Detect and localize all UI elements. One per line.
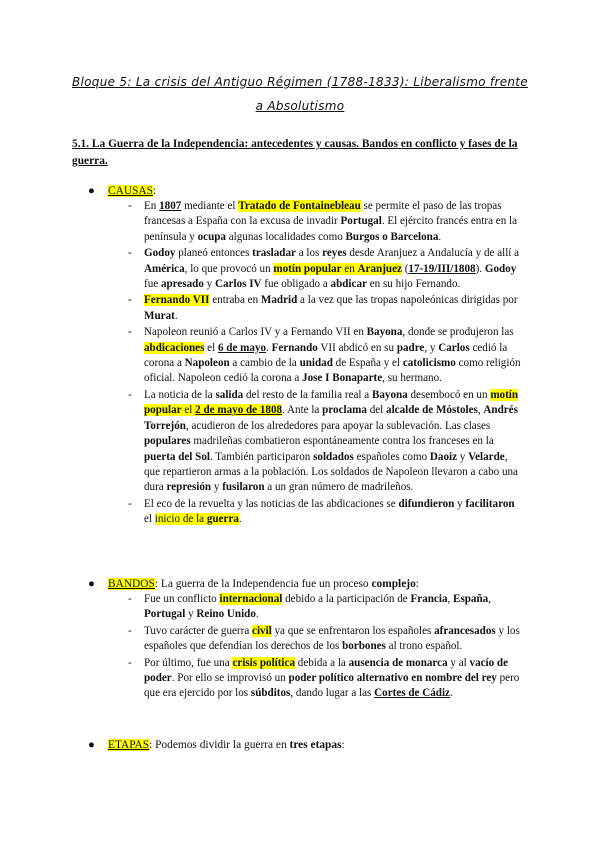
text-run: . Ante la — [282, 404, 323, 417]
text-run: . — [449, 687, 453, 700]
text-run: motín popular — [144, 388, 519, 417]
text-run: Godoy — [144, 247, 176, 260]
text-run: Fue un conflicto — [144, 593, 220, 605]
text-run: planeó entonces — [175, 247, 253, 260]
causas-list — [128, 199, 523, 529]
text-run: . — [438, 230, 442, 243]
text-run: . También participaron — [209, 450, 314, 463]
text-run: poder político alternativo en nombre del rey — [288, 672, 497, 685]
text-run: Tuvo carácter de guerra — [144, 624, 253, 637]
text-run: complejo — [371, 578, 416, 590]
text-run: afrancesados — [434, 624, 496, 637]
text-run: . El ejército francés entra en la península y — [144, 215, 518, 243]
text-run: América — [144, 262, 185, 275]
text-run: : — [341, 739, 345, 751]
text-run: y — [203, 278, 215, 291]
category-causas — [88, 184, 156, 199]
text-run: algunas localidades como — [225, 230, 346, 243]
text-run: ). — [475, 262, 485, 275]
text-run: del resto de la familia real a — [243, 388, 372, 401]
text-run: 1807 — [159, 200, 182, 212]
text-run: Burgos o Barcelona — [345, 230, 439, 243]
text-run: civil — [252, 624, 272, 637]
text-run: en su hijo Fernando. — [366, 278, 461, 291]
text-run: . — [266, 341, 272, 354]
text-run: como religión oficial. Napoleon cedió la corona a — [144, 357, 521, 385]
text-run: El eco de la revuelta y las noticias de las abdicaciones se — [144, 497, 399, 510]
text-run: Napoleon — [184, 357, 230, 370]
text-run: y — [454, 497, 466, 510]
text-run: Jose I Bonaparte — [302, 372, 383, 385]
text-run: : Podemos dividir la guerra en — [149, 739, 290, 751]
text-run: , dando lugar a las — [290, 687, 375, 700]
text-run: abdicar — [330, 278, 367, 291]
text-run: España — [453, 593, 489, 605]
bullet-icon: ● — [88, 185, 95, 197]
text-run: tres etapas — [289, 739, 342, 751]
text-run: , — [447, 593, 454, 605]
text-run: trasladar — [252, 247, 296, 260]
text-run: inicio de la — [154, 513, 207, 526]
list-item — [128, 325, 523, 387]
list-item — [128, 246, 523, 292]
text-run: . Por ello se improvisó un — [171, 672, 289, 685]
text-run: borbones — [342, 640, 386, 653]
category-colon: : — [152, 185, 157, 197]
text-run: se permite el paso de las tropas francesas a España con la excusa de invadir — [144, 200, 502, 228]
text-run: y los españoles que defendían los derechos de los — [144, 624, 520, 653]
list-item — [128, 592, 523, 623]
text-run: salida — [215, 388, 244, 401]
text-run: Bayona — [366, 326, 403, 339]
text-run: , y — [424, 341, 439, 354]
text-run: , que repartieron armas a la población. Los soldados de Napoleon llevaron a cabo una dura — [144, 450, 518, 494]
text-run: , — [477, 404, 484, 417]
text-run: Napoleon reunió a Carlos IV y a Fernando VII en — [144, 326, 367, 339]
text-run: , lo que provocó un — [184, 262, 274, 275]
document-title: Bloque 5: La crisis del Antiguo Régimen (1788-1833): Liberalismo frente a Absolutismo — [72, 75, 528, 113]
text-run: represión — [166, 481, 212, 494]
text-run: Carlos — [438, 341, 470, 354]
text-run: fue — [144, 278, 161, 291]
text-run: soldados — [313, 450, 354, 463]
bullet-icon: ● — [88, 578, 95, 590]
text-run: En — [144, 200, 160, 212]
text-run: VII abdicó en su — [317, 341, 397, 354]
category-etapas — [88, 738, 345, 753]
text-run: , su hermano. — [382, 372, 442, 385]
text-run: ausencia de monarca — [348, 656, 448, 669]
text-run: abdicaciones — [144, 341, 205, 354]
text-run: pero que era ejercido por los — [144, 672, 520, 700]
text-run: cedió la corona a — [144, 341, 508, 370]
text-run: a un gran número de madrileños. — [264, 481, 414, 494]
text-run: ocupa — [197, 230, 226, 243]
text-run: desde Aranjuez a Andalucía y de allí a — [346, 247, 520, 260]
text-run: guerra — [206, 513, 239, 526]
list-item — [128, 388, 523, 496]
category-intro-bandos — [155, 578, 419, 590]
text-run: fue obligado a — [261, 278, 331, 291]
text-run: Godoy — [484, 262, 517, 275]
text-run: entraba en — [209, 294, 261, 307]
text-run: y al — [447, 656, 470, 669]
text-run: , donde se produjeron las — [402, 326, 514, 339]
text-run: 17-19/III/1808 — [408, 262, 476, 275]
text-run: Portugal — [340, 215, 382, 228]
text-run: , acudieron de los alrededores para apoyar la sublevación. Las clases — [185, 419, 491, 432]
list-item — [128, 624, 523, 655]
text-run: : La guerra de la Independencia fue un proceso — [154, 578, 372, 590]
list-item — [128, 497, 523, 528]
category-label-causas: CAUSAS — [108, 185, 153, 197]
text-run: puerta del Sol — [144, 450, 210, 463]
text-run: proclama — [322, 404, 367, 417]
text-run: facilitaron — [465, 497, 515, 510]
text-run: populares — [144, 435, 191, 448]
text-run: 6 de mayo — [217, 341, 267, 354]
category-intro-etapas — [149, 739, 345, 751]
text-run: del — [366, 404, 387, 417]
bullet-icon: ● — [88, 739, 95, 751]
text-run: crisis política — [232, 656, 295, 669]
text-run: Carlos IV — [215, 278, 262, 291]
text-run: súbditos — [250, 687, 291, 700]
text-run: el — [181, 404, 196, 417]
text-run: Andrés Torrejón — [144, 404, 518, 432]
text-run: reyes — [322, 247, 347, 260]
text-run: Reino Unido — [196, 608, 256, 621]
list-item — [128, 293, 523, 324]
text-run: al trono español. — [385, 640, 463, 653]
text-run: mediante el — [181, 200, 239, 212]
text-run: y — [185, 608, 197, 621]
text-run: desembocó en un — [407, 388, 491, 401]
text-run: el — [204, 341, 218, 354]
text-run: Madrid — [260, 294, 298, 307]
text-run: catolicismo — [402, 357, 456, 370]
text-run: ( — [401, 262, 409, 275]
text-run: Francia — [410, 593, 448, 605]
text-run: españoles como — [353, 450, 430, 463]
text-run: . — [238, 513, 242, 526]
category-bandos — [88, 577, 419, 592]
list-item — [128, 656, 523, 702]
text-run: a cambio de la — [229, 357, 300, 370]
text-run: internacional — [219, 593, 283, 605]
text-run: Velarde — [468, 450, 505, 463]
category-label-etapas: ETAPAS — [108, 739, 150, 751]
text-run: . — [255, 608, 259, 621]
text-run: a los — [295, 247, 323, 260]
text-run: Fernando — [271, 341, 318, 354]
text-run: y — [457, 450, 469, 463]
text-run: debido a la participación de — [282, 593, 411, 605]
section-heading: 5.1. La Guerra de la Independencia: antecedentes y causas. Bandos en conflicto y fases de la guerra. — [72, 138, 518, 167]
text-run: Daoiz — [429, 450, 458, 463]
text-run: unidad — [299, 357, 333, 370]
text-run: Bayona — [371, 388, 408, 401]
text-run: motín popular — [273, 262, 342, 275]
text-run: en — [341, 262, 358, 275]
text-run: madrileñas combatieron espontáneamente contra los franceses en la — [190, 435, 494, 448]
text-run: Fernando VII — [144, 294, 210, 307]
text-run: debida a la — [295, 656, 349, 669]
text-run: alcalde de Móstoles — [386, 404, 478, 417]
text-run: 2 de mayo de 1808 — [195, 404, 283, 417]
text-run: Tratado de Fontainebleau — [238, 200, 361, 212]
text-run: Aranjuez — [357, 262, 402, 275]
bandos-list — [128, 592, 523, 703]
text-run: , — [488, 593, 491, 605]
text-run: Cortes de Cádiz — [374, 687, 450, 700]
list-item — [128, 199, 523, 245]
category-label-bandos: BANDOS — [108, 578, 155, 590]
text-run: Por último, fue una — [144, 656, 233, 669]
text-run: . — [174, 309, 178, 322]
text-run: fusilaron — [222, 481, 265, 494]
text-run: Murat — [144, 309, 175, 322]
text-run: difundieron — [398, 497, 455, 510]
text-run: de España y el — [332, 357, 403, 370]
text-run: y — [211, 481, 223, 494]
text-run: a la vez que las tropas napoleónicas dirigidas por — [297, 294, 518, 307]
text-run: : — [415, 578, 419, 590]
text-run: el — [144, 513, 155, 526]
text-run: La noticia de la — [144, 388, 216, 401]
text-run: ya que se enfrentaron los españoles — [271, 624, 435, 637]
text-run: Portugal — [144, 608, 186, 621]
text-run: apresado — [160, 278, 204, 291]
text-run: padre — [396, 341, 425, 354]
text-run: vacío de poder — [144, 656, 509, 685]
